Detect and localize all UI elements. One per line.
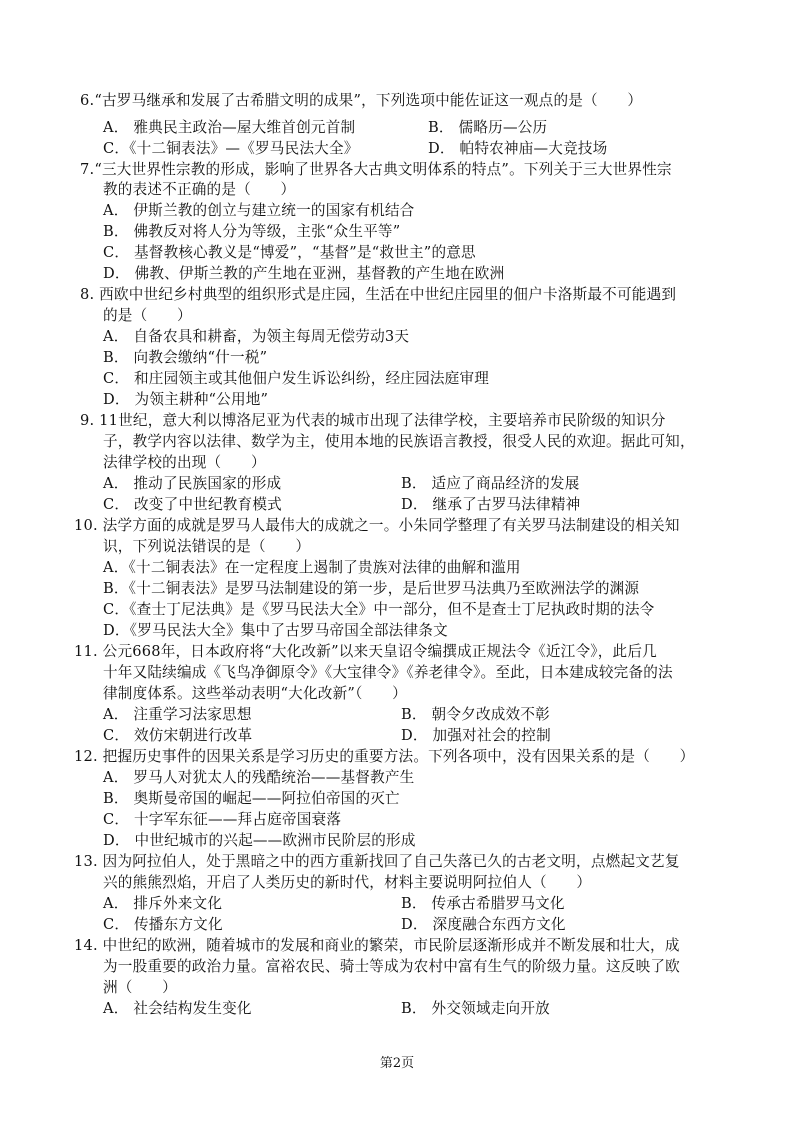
page-number: 第2页 (379, 1056, 415, 1071)
question-13-option-d: D． 深度融合东西方文化 (401, 916, 566, 933)
question-8-stem-line-1: 8. 西欧中世纪乡村典型的组织形式是庄园，生活在中世纪庄园里的佃户卡洛斯最不可能遇到 (80, 286, 677, 303)
question-11-option-a: A． 注重学习法家思想 (103, 706, 252, 723)
question-7-option-d: D． 佛教、伊斯兰教的产生地在亚洲，基督教的产生地在欧洲 (103, 265, 505, 282)
question-13-stem-line-2: 兴的熊熊烈焰，开启了人类历史的新时代，材料主要说明阿拉伯人（ ） (103, 874, 592, 891)
question-13-option-a: A． 排斥外来文化 (103, 895, 223, 912)
question-12-option-a: A． 罗马人对犹太人的残酷统治——基督教产生 (103, 769, 415, 786)
question-8-option-d: D． 为领主耕种“公用地” (103, 391, 269, 408)
question-7-stem-line-2: 教的表述不正确的是（ ） (103, 181, 296, 198)
question-11-option-b: B． 朝令夕改成效不彰 (401, 706, 550, 723)
question-9-stem-line-1: 9. 11世纪，意大利以博洛尼亚为代表的城市出现了法律学校，主要培养市民阶级的知识分 (80, 412, 666, 429)
question-9-option-d: D． 继承了古罗马法律精神 (401, 496, 581, 513)
question-9-option-c: C． 改变了中世纪教育模式 (103, 496, 282, 513)
question-10-option-b: B．《十二铜表法》是罗马法制建设的第一步，是后世罗马法典乃至欧洲法学的渊源 (103, 580, 640, 597)
question-9-stem-line-2: 子，教学内容以法律、数学为主，使用本地的民族语言教授，很受人民的欢迎。据此可知， (103, 433, 695, 450)
question-9-option-b: B． 适应了商品经济的发展 (401, 475, 580, 492)
question-7-option-a: A． 伊斯兰教的创立与建立统一的国家有机结合 (103, 202, 415, 219)
question-6-stem: 6.“古罗马继承和发展了古希腊文明的成果”，下列选项中能佐证这一观点的是（ ） (80, 92, 643, 109)
question-12-option-b: B． 奥斯曼帝国的崛起——阿拉伯帝国的灭亡 (103, 790, 400, 807)
question-11-option-d: D． 加强对社会的控制 (401, 727, 551, 744)
question-9-stem-line-3: 法律学校的出现（ ） (103, 454, 266, 471)
question-14-option-a: A． 社会结构发生变化 (103, 1000, 252, 1017)
question-11-option-c: C． 效仿宋朝进行改革 (103, 727, 253, 744)
question-11-stem-line-1: 11. 公元668年，日本政府将“大化改新”以来天皇诏令编撰成正规法令《近江令》，此后几 (74, 643, 657, 660)
question-11-stem-line-2: 十年又陆续编成《飞鸟净御原令》《大宝律令》《养老律令》。至此，日本建成较完备的法 (103, 664, 673, 681)
question-7-option-b: B． 佛教反对将人分为等级，主张“众生平等” (103, 223, 401, 240)
question-6-option-c: C．《十二铜表法》—《罗马民法大全》 (103, 140, 359, 157)
question-7-option-c: C． 基督教核心教义是“博爱”，“基督”是“救世主”的意思 (103, 244, 476, 261)
question-13-stem-line-1: 13. 因为阿拉伯人，处于黑暗之中的西方重新找回了自己失落已久的古老文明，点燃起文艺复 (74, 853, 680, 870)
question-11-stem-line-3: 律制度体系。这些举动表明“大化改新”（ ） (103, 685, 407, 702)
question-10-option-a: A．《十二铜表法》在一定程度上遏制了贵族对法律的曲解和滥用 (103, 559, 521, 576)
question-10-stem-line-2: 识，下列说法错误的是（ ） (103, 538, 311, 555)
question-8-stem-line-2: 的是（ ） (103, 307, 192, 324)
question-6-option-b: B． 儒略历—公历 (428, 119, 548, 136)
question-8-option-b: B． 向教会缴纳“什一税” (103, 349, 268, 366)
question-8-option-a: A． 自备农具和耕畜，为领主每周无偿劳动3天 (103, 328, 410, 345)
question-8-option-c: C． 和庄园领主或其他佃户发生诉讼纠纷，经庄园法庭审理 (103, 370, 490, 387)
question-6-option-d: D． 帕特农神庙—大竞技场 (428, 140, 608, 157)
question-14-stem-line-2: 为一股重要的政治力量。富裕农民、骑士等成为农村中富有生气的阶级力量。这反映了欧 (103, 958, 680, 975)
question-10-option-c: C．《查士丁尼法典》是《罗马民法大全》中一部分，但不是查士丁尼执政时期的法令 (103, 601, 655, 618)
question-6-option-a: A． 雅典民主政治—屋大维首创元首制 (103, 119, 356, 136)
question-7-stem-line-1: 7.“三大世界性宗教的形成，影响了世界各大古典文明体系的特点”。下列关于三大世界性宗 (80, 161, 672, 178)
question-12-stem: 12. 把握历史事件的因果关系是学习历史的重要方法。下列各项中，没有因果关系的是（ ） (74, 748, 695, 765)
question-12-option-d: D． 中世纪城市的兴起——欧洲市民阶层的形成 (103, 832, 416, 849)
question-10-stem-line-1: 10. 法学方面的成就是罗马人最伟大的成就之一。小朱同学整理了有关罗马法制建设的相关知 (74, 517, 680, 534)
question-13-option-b: B． 传承古希腊罗马文化 (401, 895, 565, 912)
question-14-stem-line-1: 14. 中世纪的欧洲，随着城市的发展和商业的繁荣，市民阶层逐渐形成并不断发展和壮大，成 (74, 937, 680, 954)
question-14-stem-line-3: 洲（ ） (103, 979, 177, 996)
question-14-option-b: B． 外交领域走向开放 (401, 1000, 550, 1017)
question-9-option-a: A． 推动了民族国家的形成 (103, 475, 282, 492)
question-10-option-d: D．《罗马民法大全》集中了古罗马帝国全部法律条文 (103, 622, 448, 639)
question-12-option-c: C． 十字军东征——拜占庭帝国衰落 (103, 811, 342, 828)
question-13-option-c: C． 传播东方文化 (103, 916, 223, 933)
